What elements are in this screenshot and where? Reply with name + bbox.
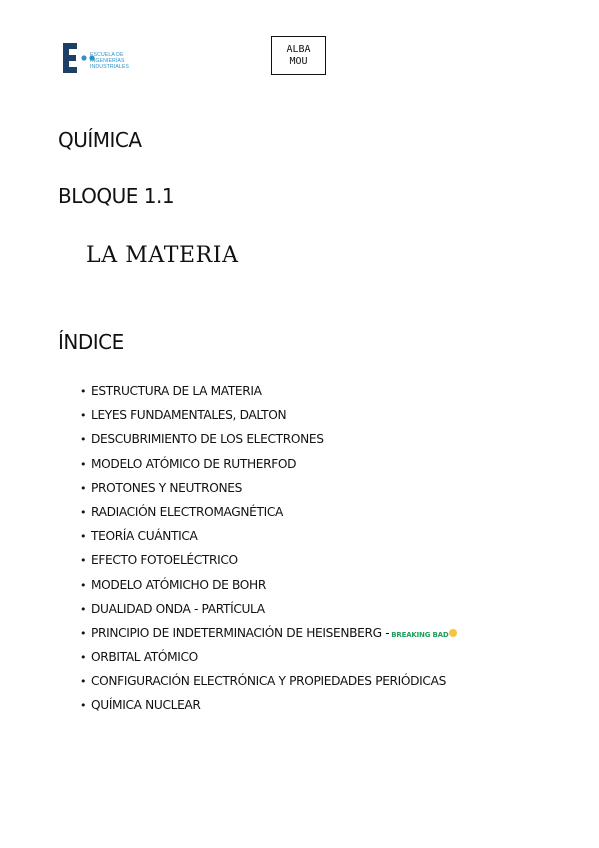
index-item-label: CONFIGURACIÓN ELECTRÓNICA Y PROPIEDADES PERIÓDICAS (91, 674, 446, 689)
index-item (80, 381, 457, 405)
bullet: • (80, 554, 87, 568)
index-item (80, 454, 457, 478)
bullet: • (80, 578, 87, 592)
author-box (271, 36, 326, 75)
index-list (80, 381, 457, 720)
index-item (80, 575, 457, 599)
logo-line: ESCUELA DE (90, 52, 124, 58)
index-item-label: ORBITAL ATÓMICO (91, 650, 198, 665)
school-logo (63, 42, 153, 74)
index-item-label: ESTRUCTURA DE LA MATERIA (91, 384, 262, 398)
logo-line: INDUSTRIALES (90, 64, 129, 70)
index-item (80, 623, 457, 647)
block-heading: BLOQUE 1.1 (58, 184, 175, 208)
subject-heading: QUÍMICA (58, 128, 142, 152)
bullet: • (80, 409, 87, 423)
index-item-label: PRINCIPIO DE INDETERMINACIÓN DE HEISENBERG - (91, 625, 390, 640)
index-item-label: RADIACIÓN ELECTROMAGNÉTICA (91, 504, 283, 519)
index-item (80, 405, 457, 429)
index-item-label: TEORÍA CUÁNTICA (91, 529, 198, 544)
index-item (80, 671, 457, 695)
smiley-emoji-icon (449, 629, 457, 637)
index-item-label: LEYES FUNDAMENTALES, DALTON (91, 408, 287, 423)
index-item (80, 695, 457, 719)
bullet: • (80, 505, 87, 519)
index-item-label: PROTONES Y NEUTRONES (91, 480, 242, 495)
index-item (80, 599, 457, 623)
index-item (80, 478, 457, 502)
bullet: • (80, 626, 87, 640)
index-heading: ÍNDICE (58, 330, 124, 354)
logo-school-name (90, 52, 129, 70)
bullet: • (80, 385, 87, 398)
index-item (80, 647, 457, 671)
bullet: • (80, 457, 87, 471)
index-item-label: DESCUBRIMIENTO DE LOS ELECTRONES (91, 432, 324, 447)
index-item (80, 550, 457, 574)
index-item (80, 502, 457, 526)
index-item-label: MODELO ATÓMICO DE RUTHERFOD (91, 456, 297, 471)
bullet: • (80, 675, 87, 689)
author-last-name: MOU (289, 56, 308, 67)
bullet: • (80, 481, 87, 495)
bullet: • (80, 651, 87, 665)
breaking-bad-note: BREAKING BAD (391, 630, 449, 639)
index-item-label: MODELO ATÓMICHO DE BOHR (91, 577, 266, 592)
index-item-label: DUALIDAD ONDA - PARTÍCULA (91, 601, 265, 616)
bullet: • (80, 530, 87, 544)
author-first-name: ALBA (286, 44, 311, 55)
index-item (80, 526, 457, 550)
index-item-label: QUÍMICA NUCLEAR (91, 698, 201, 713)
bullet: • (80, 433, 87, 447)
logo-line: INGENIERÍAS (90, 58, 125, 64)
index-item-label: EFECTO FOTOELÉCTRICO (91, 553, 238, 568)
index-item (80, 429, 457, 453)
bullet: • (80, 699, 87, 713)
bullet: • (80, 602, 87, 616)
topic-title: LA MATERIA (86, 243, 239, 268)
